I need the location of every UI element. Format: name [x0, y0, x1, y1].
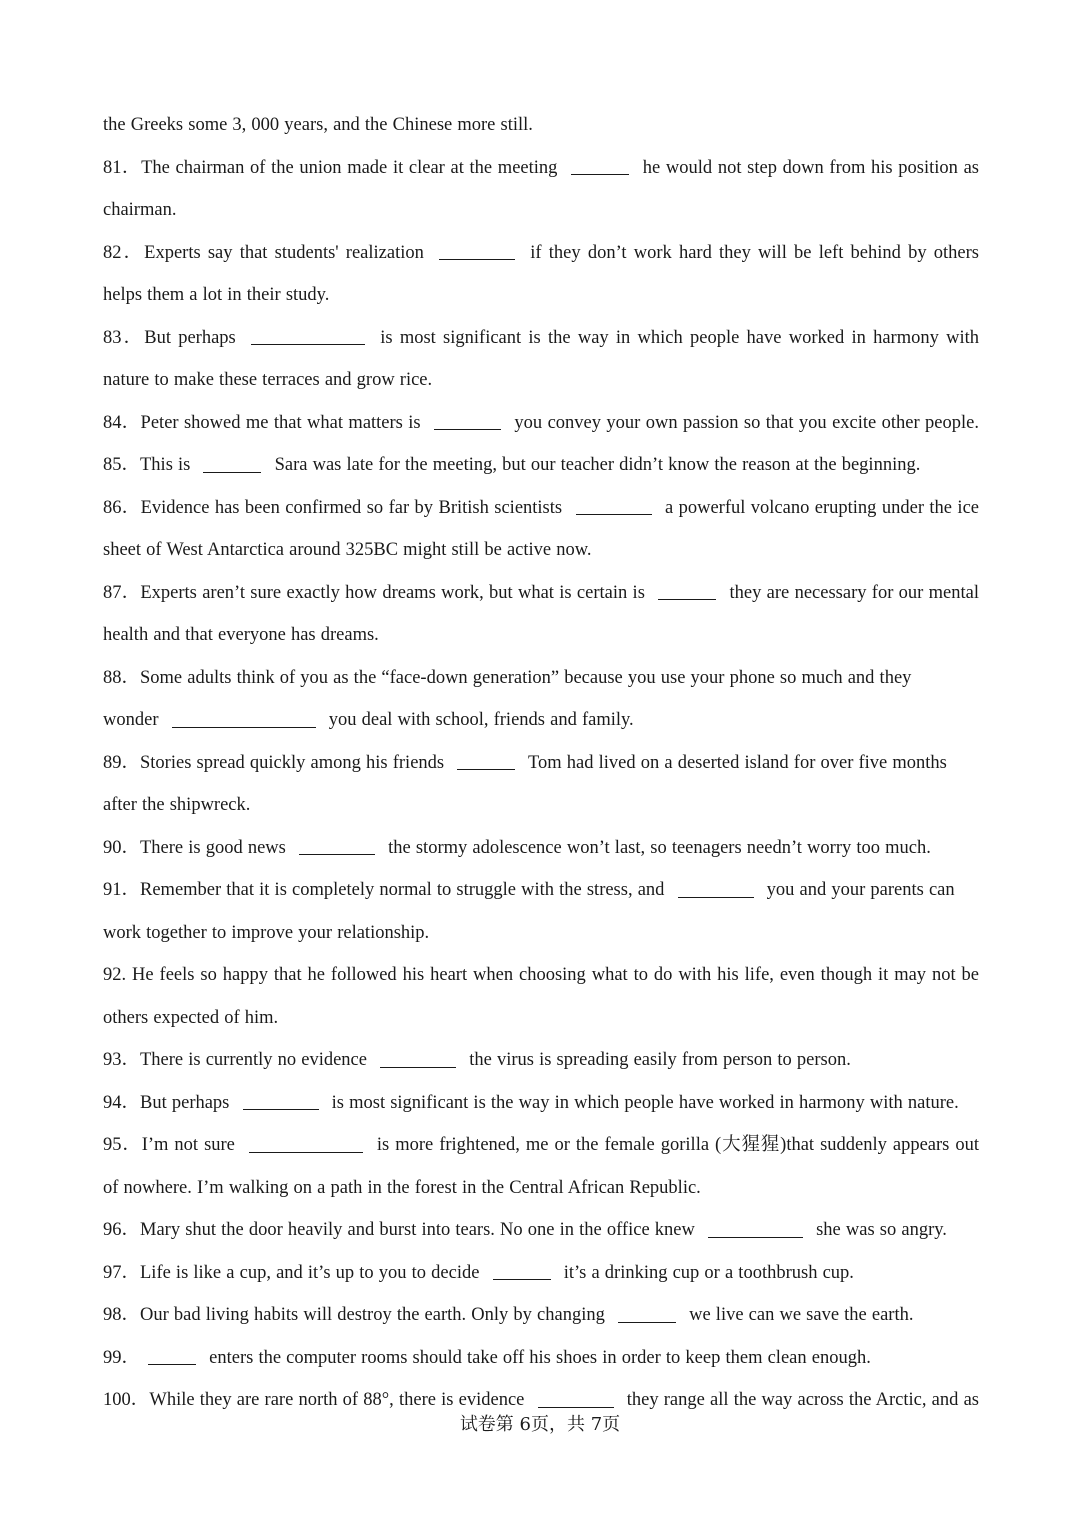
line-text: sheet of West Antarctica around 325BC might still be active now. — [103, 540, 592, 560]
text-line — [103, 1252, 979, 1295]
answer-blank[interactable] — [148, 1344, 196, 1365]
answer-blank[interactable] — [708, 1216, 803, 1237]
text-line — [103, 572, 979, 615]
text-line — [103, 317, 979, 360]
answer-blank[interactable] — [243, 1089, 319, 1110]
line-text: the Greeks some 3, 000 years, and the Chinese more still. — [103, 115, 533, 135]
line-text: wonder — [103, 710, 164, 730]
line-text-after-blank: Sara was late for the meeting, but our teacher didn’t know the reason at the beginning. — [269, 455, 921, 475]
text-line — [103, 1082, 979, 1125]
text-line — [103, 147, 979, 190]
answer-blank[interactable] — [658, 579, 716, 600]
text-line — [103, 1167, 979, 1210]
line-text: health and that everyone has dreams. — [103, 625, 379, 645]
answer-blank[interactable] — [457, 749, 515, 770]
answer-blank[interactable] — [439, 239, 515, 260]
text-line — [103, 444, 979, 487]
line-text-after-blank: they range all the way across the Arctic, and as — [621, 1390, 979, 1410]
answer-blank[interactable] — [299, 834, 375, 855]
line-text: 96．Mary shut the door heavily and burst into tears. No one in the office knew — [103, 1220, 700, 1240]
line-text-after-blank: is more frightened, me or the female gorilla (大猩猩)that suddenly appears out — [370, 1135, 979, 1155]
line-text-after-blank: is most significant is the way in which people have worked in harmony with — [373, 327, 979, 348]
page-footer: 试卷第 6页，共 7页 — [459, 1414, 621, 1435]
text-line — [103, 912, 979, 955]
line-text-after-blank: they are necessary for our mental — [724, 582, 979, 603]
text-line — [103, 1337, 979, 1380]
line-text-after-blank: Tom had lived on a deserted island for over five months — [523, 752, 947, 773]
text-line — [103, 359, 979, 402]
answer-blank[interactable] — [493, 1259, 551, 1280]
line-text: 90．There is good news — [103, 837, 291, 858]
line-text: 94．But perhaps — [103, 1092, 235, 1113]
text-line — [103, 232, 979, 275]
line-text: 89．Stories spread quickly among his friends — [103, 752, 450, 773]
answer-blank[interactable] — [380, 1046, 456, 1067]
line-text: chairman. — [103, 200, 177, 220]
line-text: 95．I’m not sure — [103, 1135, 241, 1155]
text-line — [103, 104, 979, 147]
line-text: 87．Experts aren’t sure exactly how dreams work, but what is certain is — [103, 582, 651, 603]
text-line — [103, 827, 979, 870]
question-list — [103, 104, 979, 1422]
text-line — [103, 954, 979, 997]
line-text: 92. He feels so happy that he followed his heart when choosing what to do with his life, even though it may not be — [103, 965, 979, 985]
answer-blank[interactable] — [618, 1301, 676, 1322]
text-line — [103, 189, 979, 232]
answer-blank[interactable] — [571, 154, 629, 175]
line-text-after-blank: we live can we save the earth. — [683, 1305, 914, 1325]
text-line — [103, 1039, 979, 1082]
line-text-after-blank: enters the computer rooms should take off his shoes in order to keep them clean enough. — [204, 1347, 871, 1368]
text-line — [103, 657, 979, 700]
line-text: 88．Some adults think of you as the “face-down generation” because you use your phone so much and they — [103, 667, 912, 688]
line-text: 85．This is — [103, 455, 196, 475]
line-text-after-blank: he would not step down from his position as — [637, 157, 980, 178]
line-text: of nowhere. I’m walking on a path in the forest in the Central African Republic. — [103, 1177, 701, 1198]
text-line — [103, 1209, 979, 1252]
line-text: 100．While they are rare north of 88°, there is evidence — [103, 1390, 530, 1410]
text-line — [103, 1124, 979, 1167]
text-line — [103, 487, 979, 530]
text-line — [103, 614, 979, 657]
line-text: 86．Evidence has been confirmed so far by British scientists — [103, 497, 568, 518]
line-text-after-blank: if they don’t work hard they will be left behind by others — [523, 242, 979, 263]
line-text: nature to make these terraces and grow rice. — [103, 370, 433, 390]
answer-blank[interactable] — [678, 876, 754, 897]
text-line — [103, 997, 979, 1040]
line-text-after-blank: it’s a drinking cup or a toothbrush cup. — [558, 1262, 854, 1283]
answer-blank[interactable] — [249, 1131, 363, 1152]
text-line — [103, 784, 979, 827]
line-text: 99． — [103, 1347, 141, 1368]
text-line — [103, 699, 979, 742]
line-text-after-blank: is most significant is the way in which people have worked in harmony with nature. — [326, 1092, 959, 1113]
line-text-after-blank: she was so angry. — [810, 1220, 947, 1240]
line-text-after-blank: you and your parents can — [761, 880, 955, 900]
line-text: work together to improve your relationship. — [103, 922, 430, 943]
line-text: 83．But perhaps — [103, 327, 243, 348]
answer-blank[interactable] — [434, 409, 501, 430]
text-line — [103, 274, 979, 317]
answer-blank[interactable] — [203, 451, 261, 472]
answer-blank[interactable] — [251, 324, 365, 345]
answer-blank[interactable] — [172, 706, 316, 727]
line-text-after-blank: the virus is spreading easily from person to person. — [464, 1050, 851, 1070]
text-line — [103, 742, 979, 785]
text-line — [103, 402, 979, 445]
line-text: others expected of him. — [103, 1007, 279, 1028]
line-text: 98．Our bad living habits will destroy the earth. Only by changing — [103, 1305, 610, 1325]
line-text: 84．Peter showed me that what matters is — [103, 412, 427, 433]
line-text: after the shipwreck. — [103, 795, 251, 815]
line-text: 93．There is currently no evidence — [103, 1050, 373, 1070]
line-text-after-blank: the stormy adolescence won’t last, so teenagers needn’t worry too much. — [383, 837, 931, 858]
line-text-after-blank: a powerful volcano erupting under the ice — [659, 497, 979, 518]
line-text: 82．Experts say that students' realization — [103, 242, 432, 263]
line-text: 91．Remember that it is completely normal to struggle with the stress, and — [103, 880, 670, 900]
line-text-after-blank: you convey your own passion so that you excite other people. — [509, 412, 979, 433]
line-text: 81．The chairman of the union made it clear at the meeting — [103, 157, 564, 178]
answer-blank[interactable] — [538, 1386, 614, 1407]
line-text-after-blank: you deal with school, friends and family. — [323, 710, 634, 730]
line-text: 97．Life is like a cup, and it’s up to you to decide — [103, 1262, 485, 1283]
text-line — [103, 1294, 979, 1337]
answer-blank[interactable] — [576, 494, 652, 515]
text-line — [103, 869, 979, 912]
line-text: helps them a lot in their study. — [103, 285, 330, 305]
text-line — [103, 529, 979, 572]
